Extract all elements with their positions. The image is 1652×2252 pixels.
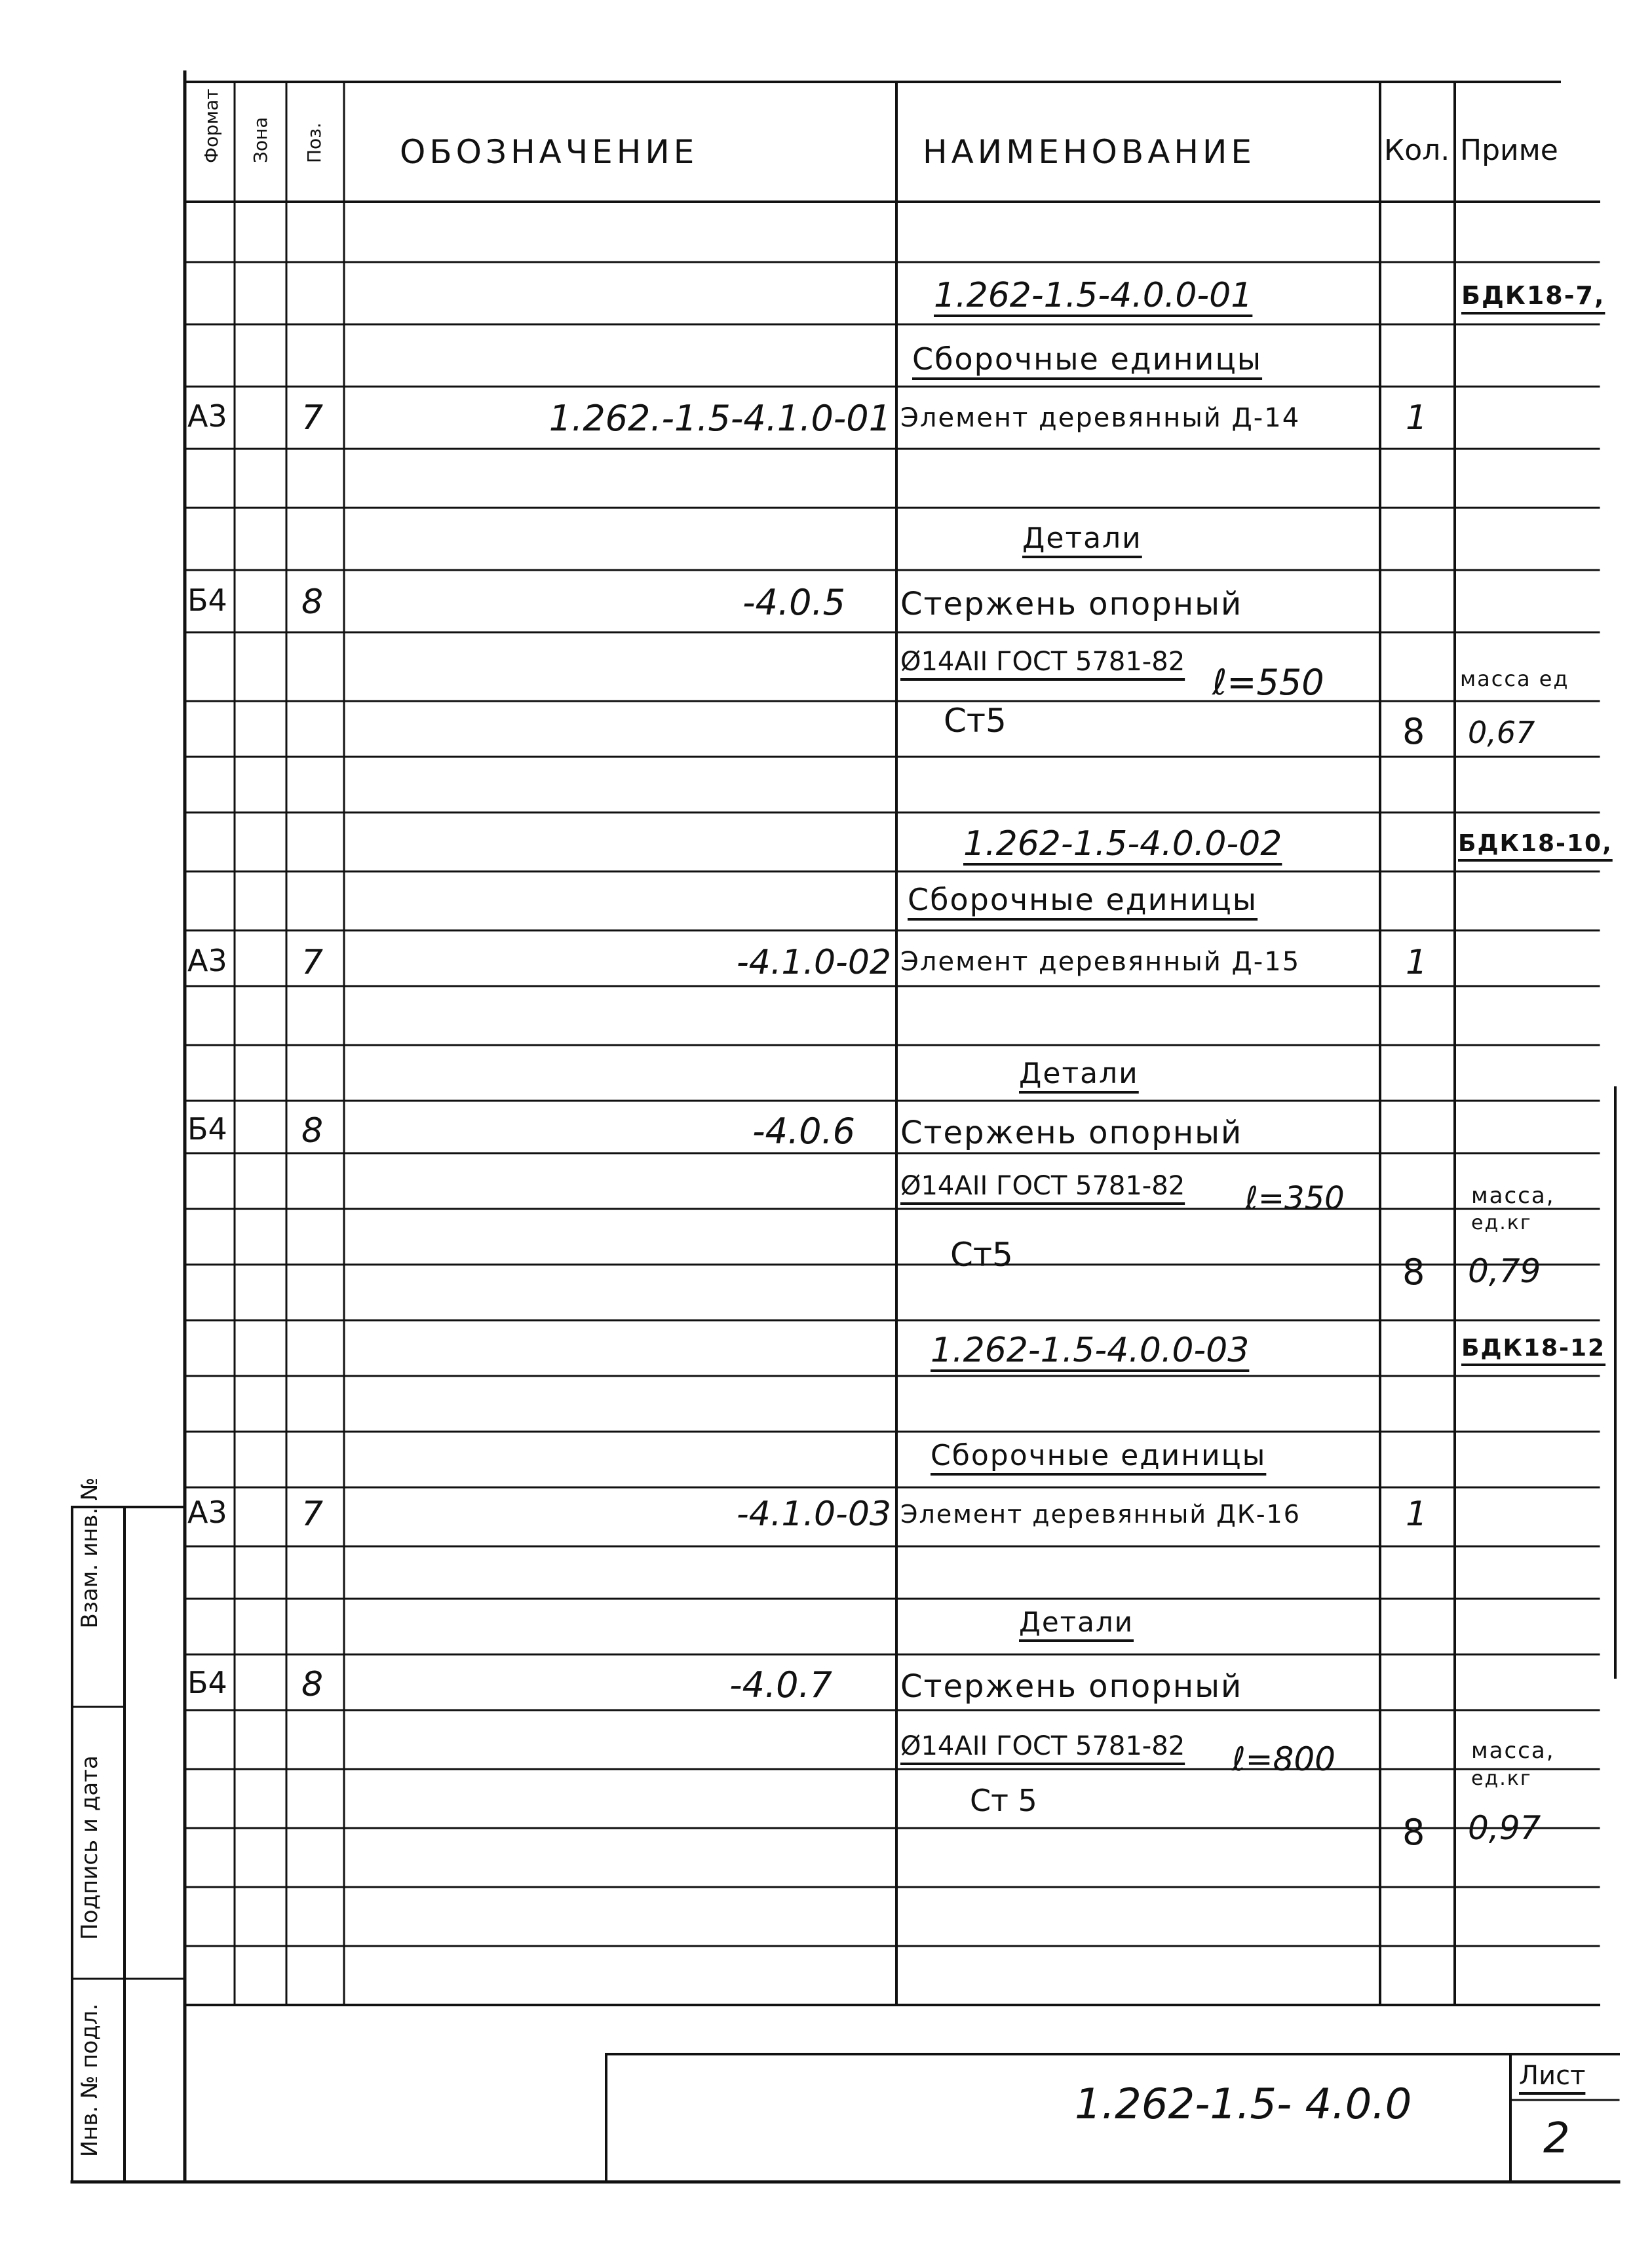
name-cell: Элемент деревянный Д-14: [900, 403, 1301, 433]
side-stamp-inv-orig: Инв. № подл.: [77, 2003, 103, 2158]
name-cell: Стержень опорный: [900, 1668, 1243, 1705]
qty-cell: 8: [1402, 1251, 1425, 1293]
rebar-length-1: ℓ=550: [1212, 662, 1324, 703]
name-cell: Элемент деревянный ДК-16: [900, 1500, 1301, 1529]
designation-cell: 1.262.-1.5-4.1.0-01: [548, 398, 891, 439]
sheet-label: Лист: [1519, 2061, 1586, 2091]
qty-cell: 1: [1406, 1495, 1428, 1534]
note-cell: ед.кг: [1471, 1212, 1532, 1234]
header-designation: ОБОЗНАЧЕНИЕ: [400, 133, 699, 171]
section-details-1: Детали: [1022, 522, 1142, 555]
section-details-3: Детали: [1019, 1606, 1134, 1638]
format-cell: А3: [187, 398, 227, 434]
section-assemblies-2: Сборочные единицы: [908, 882, 1258, 917]
pos-cell: 7: [301, 398, 324, 438]
steel-grade-1: Ст5: [944, 702, 1007, 740]
qty-cell: 8: [1402, 711, 1425, 752]
format-cell: Б4: [187, 1665, 227, 1700]
format-cell: А3: [187, 943, 227, 978]
rebar-spec-3: Ø14АII ГОСТ 5781-82: [900, 1731, 1185, 1761]
designation-cell: -4.1.0-03: [736, 1495, 891, 1534]
format-cell: Б4: [187, 1111, 227, 1147]
steel-grade-2: Ст5: [950, 1236, 1013, 1274]
section-assemblies-3: Сборочные единицы: [931, 1439, 1267, 1472]
format-cell: А3: [187, 1495, 227, 1530]
pos-cell: 7: [301, 943, 324, 982]
header-format: Формат: [201, 88, 222, 163]
note-3: БДК18-12: [1461, 1335, 1606, 1362]
note-cell: масса ед: [1460, 666, 1569, 691]
header-pos: Поз.: [303, 123, 325, 163]
designation-cell: -4.1.0-02: [736, 943, 891, 982]
pos-cell: 8: [301, 582, 324, 622]
unit-mass-3: 0,97: [1468, 1809, 1541, 1847]
header-zone: Зона: [250, 117, 271, 163]
side-stamp-sign-date: Подпись и дата: [77, 1755, 103, 1940]
qty-cell: 8: [1402, 1812, 1425, 1853]
designation-cell: -4.0.5: [742, 582, 845, 623]
rebar-length-3: ℓ=800: [1232, 1740, 1335, 1778]
name-cell: Элемент деревянный Д-15: [900, 947, 1301, 977]
rebar-spec-2: Ø14АII ГОСТ 5781-82: [900, 1171, 1185, 1201]
header-note: Приме: [1460, 134, 1558, 167]
format-cell: Б4: [187, 582, 227, 618]
side-stamp-replaced-inv: Взам. инв. №: [77, 1477, 103, 1629]
rebar-spec-1: Ø14АII ГОСТ 5781-82: [900, 647, 1185, 677]
header-name: НАИМЕНОВАНИЕ: [923, 133, 1256, 171]
pos-cell: 7: [301, 1495, 324, 1534]
document-code: 1.262-1.5- 4.0.0: [1075, 2080, 1412, 2129]
unit-mass-1: 0,67: [1468, 715, 1535, 750]
designation-cell: -4.0.7: [729, 1664, 832, 1706]
qty-cell: 1: [1406, 398, 1428, 438]
rebar-length-2: ℓ=350: [1245, 1180, 1345, 1217]
pos-cell: 8: [301, 1665, 324, 1704]
name-cell: Стержень опорный: [900, 1115, 1243, 1151]
unit-mass-2: 0,79: [1468, 1252, 1541, 1290]
pos-cell: 8: [301, 1111, 324, 1151]
header-qty: Кол.: [1384, 134, 1450, 167]
assembly-code-2: 1.262-1.5-4.0.0-02: [963, 824, 1282, 864]
steel-grade-3: Ст 5: [970, 1783, 1037, 1818]
assembly-code-3: 1.262-1.5-4.0.0-03: [931, 1331, 1250, 1370]
section-details-2: Детали: [1019, 1057, 1139, 1090]
name-cell: Стержень опорный: [900, 586, 1243, 622]
note-cell: ед.кг: [1471, 1767, 1532, 1790]
note-cell: масса,: [1471, 1738, 1555, 1764]
assembly-code-1: 1.262-1.5-4.0.0-01: [934, 276, 1253, 315]
note-cell: масса,: [1471, 1183, 1555, 1209]
sheet-number: 2: [1543, 2114, 1570, 2163]
qty-cell: 1: [1406, 943, 1428, 982]
note-2: БДК18-10,: [1458, 830, 1613, 857]
section-assemblies-1: Сборочные единицы: [912, 341, 1263, 377]
note-1: БДК18-7,: [1461, 281, 1605, 310]
designation-cell: -4.0.6: [752, 1111, 855, 1152]
